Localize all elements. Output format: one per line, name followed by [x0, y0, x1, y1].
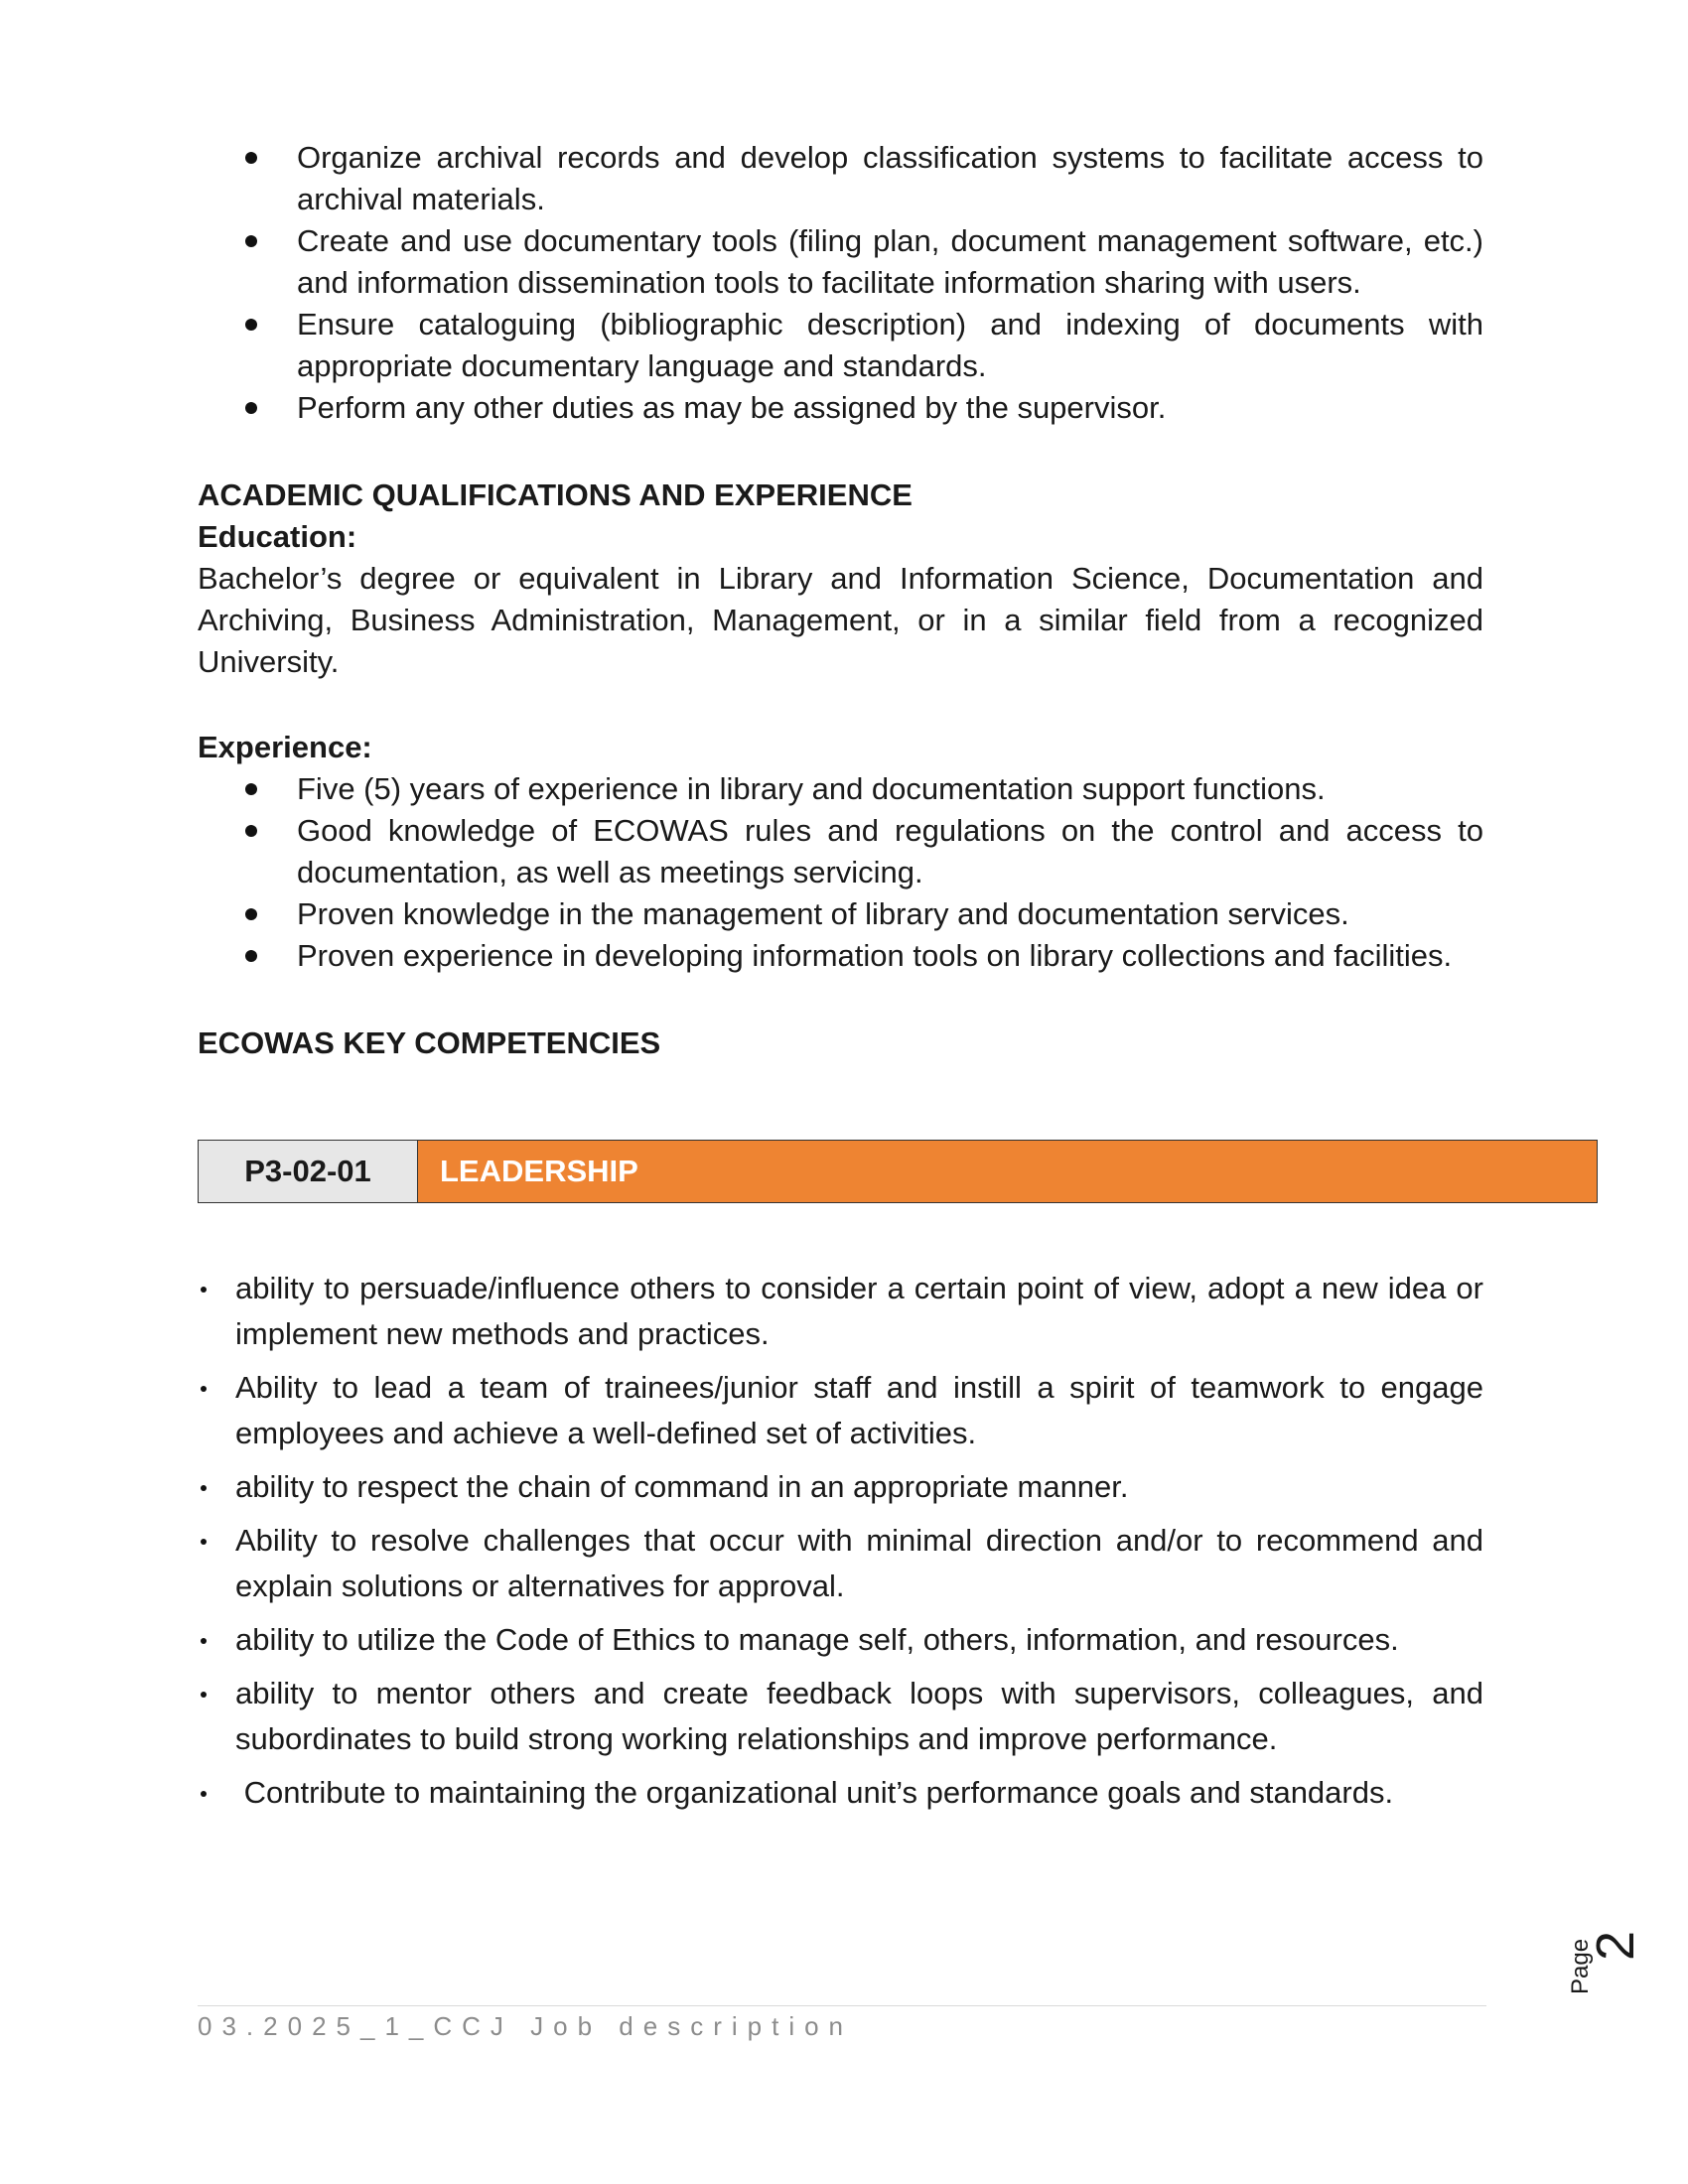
list-item: Good knowledge of ECOWAS rules and regulations on the control and access to documentation, as well as meetings servicing. [297, 810, 1483, 893]
page-number-value: 2 [1586, 1930, 1645, 1961]
footer-divider [198, 2005, 1486, 2006]
list-item: ability to persuade/influence others to consider a certain point of view, adopt a new idea or implement new methods and practices. [235, 1266, 1483, 1357]
page-label: Page [1567, 1938, 1594, 1994]
list-item: Ability to lead a team of trainees/junior staff and instill a spirit of teamwork to engage employees and achieve a well-defined set of activities. [235, 1365, 1483, 1456]
list-item: Organize archival records and develop classification systems to facilitate access to archival materials. [297, 137, 1483, 220]
list-item: Create and use documentary tools (filing plan, document management software, etc.) and information dissemination tools to facilitate information sharing with users. [297, 220, 1483, 304]
bullet-icon [245, 152, 257, 164]
bullet-icon [201, 1692, 207, 1698]
bullet-icon [201, 1386, 207, 1392]
list-item: Ability to resolve challenges that occur with minimal direction and/or to recommend and explain solutions or alternatives for approval. [235, 1518, 1483, 1609]
competency-title: LEADERSHIP [418, 1141, 1597, 1202]
list-item: ability to respect the chain of command in an appropriate manner. [235, 1464, 1483, 1510]
list-item: Perform any other duties as may be assigned by the supervisor. [297, 387, 1483, 429]
footer-text: 03.2025_1_CCJ Job description [198, 2011, 854, 2041]
list-item: Ensure cataloguing (bibliographic description) and indexing of documents with appropriate documentary language and standards. [297, 304, 1483, 387]
bullet-icon [245, 950, 257, 962]
list-item: Contribute to maintaining the organizational unit’s performance goals and standards. [235, 1770, 1483, 1816]
list-item: Five (5) years of experience in library and documentation support functions. [297, 768, 1483, 810]
qualifications-heading: ACADEMIC QUALIFICATIONS AND EXPERIENCE [198, 478, 913, 512]
education-label: Education: [198, 519, 357, 554]
bullet-icon [201, 1638, 207, 1644]
bullet-icon [201, 1287, 207, 1293]
bullet-icon [245, 235, 257, 247]
duties-list [198, 137, 1483, 429]
bullet-icon [245, 825, 257, 837]
competency-list [198, 1266, 1483, 1824]
bullet-icon [245, 402, 257, 414]
experience-list [198, 768, 1483, 977]
bullet-icon [201, 1791, 207, 1797]
experience-label: Experience: [198, 730, 372, 764]
page-number [1567, 1891, 1645, 2000]
competency-table [198, 1140, 1598, 1203]
bullet-icon [201, 1485, 207, 1491]
list-item: ability to mentor others and create feedback loops with supervisors, colleagues, and subordinates to build strong working relationships and improve performance. [235, 1671, 1483, 1762]
list-item: Proven knowledge in the management of library and documentation services. [297, 893, 1483, 935]
bullet-icon [245, 783, 257, 795]
list-item: ability to utilize the Code of Ethics to manage self, others, information, and resources. [235, 1617, 1483, 1663]
document-body [198, 137, 1483, 1064]
bullet-icon [201, 1539, 207, 1545]
list-item: Proven experience in developing information tools on library collections and facilities. [297, 935, 1483, 977]
bullet-icon [245, 319, 257, 331]
bullet-icon [245, 908, 257, 920]
competency-code: P3-02-01 [199, 1141, 418, 1202]
education-text: Bachelor’s degree or equivalent in Library and Information Science, Documentation and Archiving, Business Administration, Management, or in a similar field from a recognized University. [198, 561, 1483, 679]
competencies-heading: ECOWAS KEY COMPETENCIES [198, 1025, 661, 1060]
